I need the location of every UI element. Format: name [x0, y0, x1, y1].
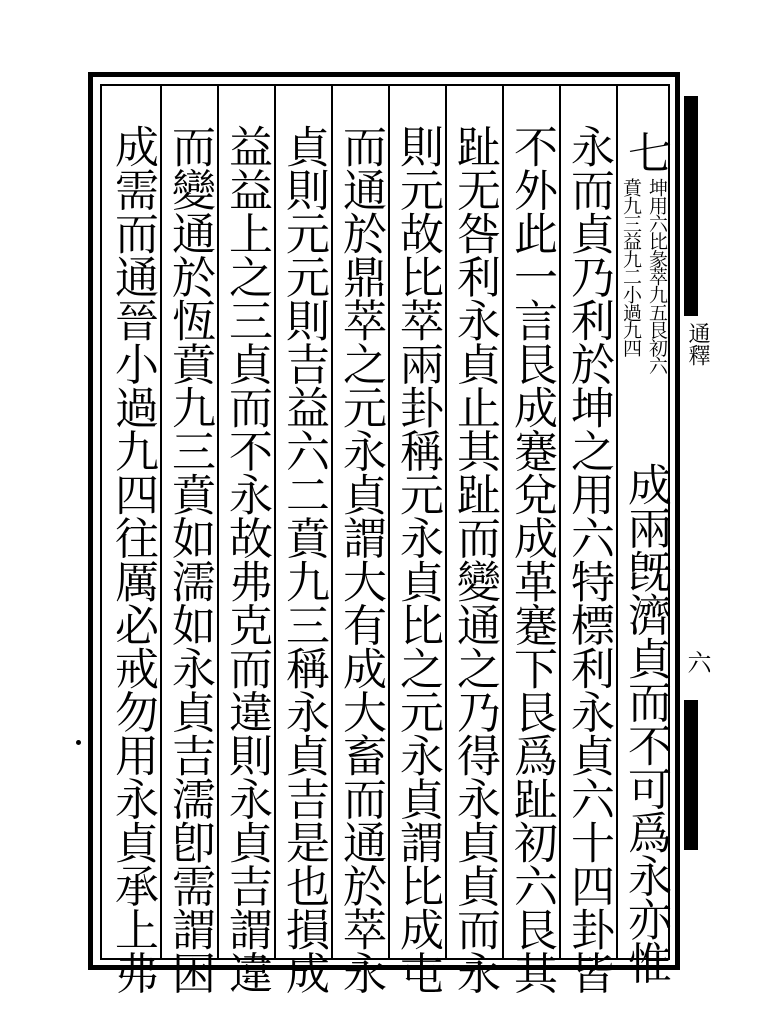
margin-page-number: 六 — [683, 650, 711, 674]
column-1-note — [618, 178, 670, 468]
text-column-4: 趾无咎利永貞止其趾而變通之乃得永貞貞而永 — [449, 124, 500, 994]
text-column-5: 則元故比萃兩卦稱元永貞比之元永貞謂比成屯 — [392, 124, 443, 994]
note-line-left: 賁九三益九二小過九四 — [620, 178, 642, 357]
text-column-3: 不外此一言艮成蹇兌成革蹇下艮爲趾初六艮其 — [506, 124, 557, 994]
text-column-10: 成需而通晉小過九四往厲必戒勿用永貞承上弗 — [107, 124, 158, 994]
margin-lower-bar — [684, 700, 698, 850]
margin-fishtail-bar — [684, 96, 698, 316]
text-column-9: 而變通於恆賁九三賁如濡如永貞吉濡卽需謂困 — [164, 124, 215, 994]
column-1-body: 成兩旣濟貞而不可爲永亦惟 — [620, 462, 671, 984]
text-column-7: 貞則元元則吉益六二賁九三稱永貞吉是也損成 — [278, 124, 329, 994]
column-1-head: 七 — [620, 130, 671, 174]
note-line-right: 坤用六比彖萃九五艮初六 — [646, 178, 668, 374]
ink-speck — [76, 740, 81, 745]
text-column-8: 益益上之三貞而不永故弗克而違則永貞吉謂違 — [221, 124, 272, 994]
text-column-6: 而通於鼎萃之元永貞謂大有成大畜而通於萃永 — [335, 124, 386, 994]
text-column-2: 永而貞乃利於坤之用六特標利永貞六十四卦皆 — [563, 124, 614, 994]
margin-book-title: 通釋 — [685, 322, 710, 366]
